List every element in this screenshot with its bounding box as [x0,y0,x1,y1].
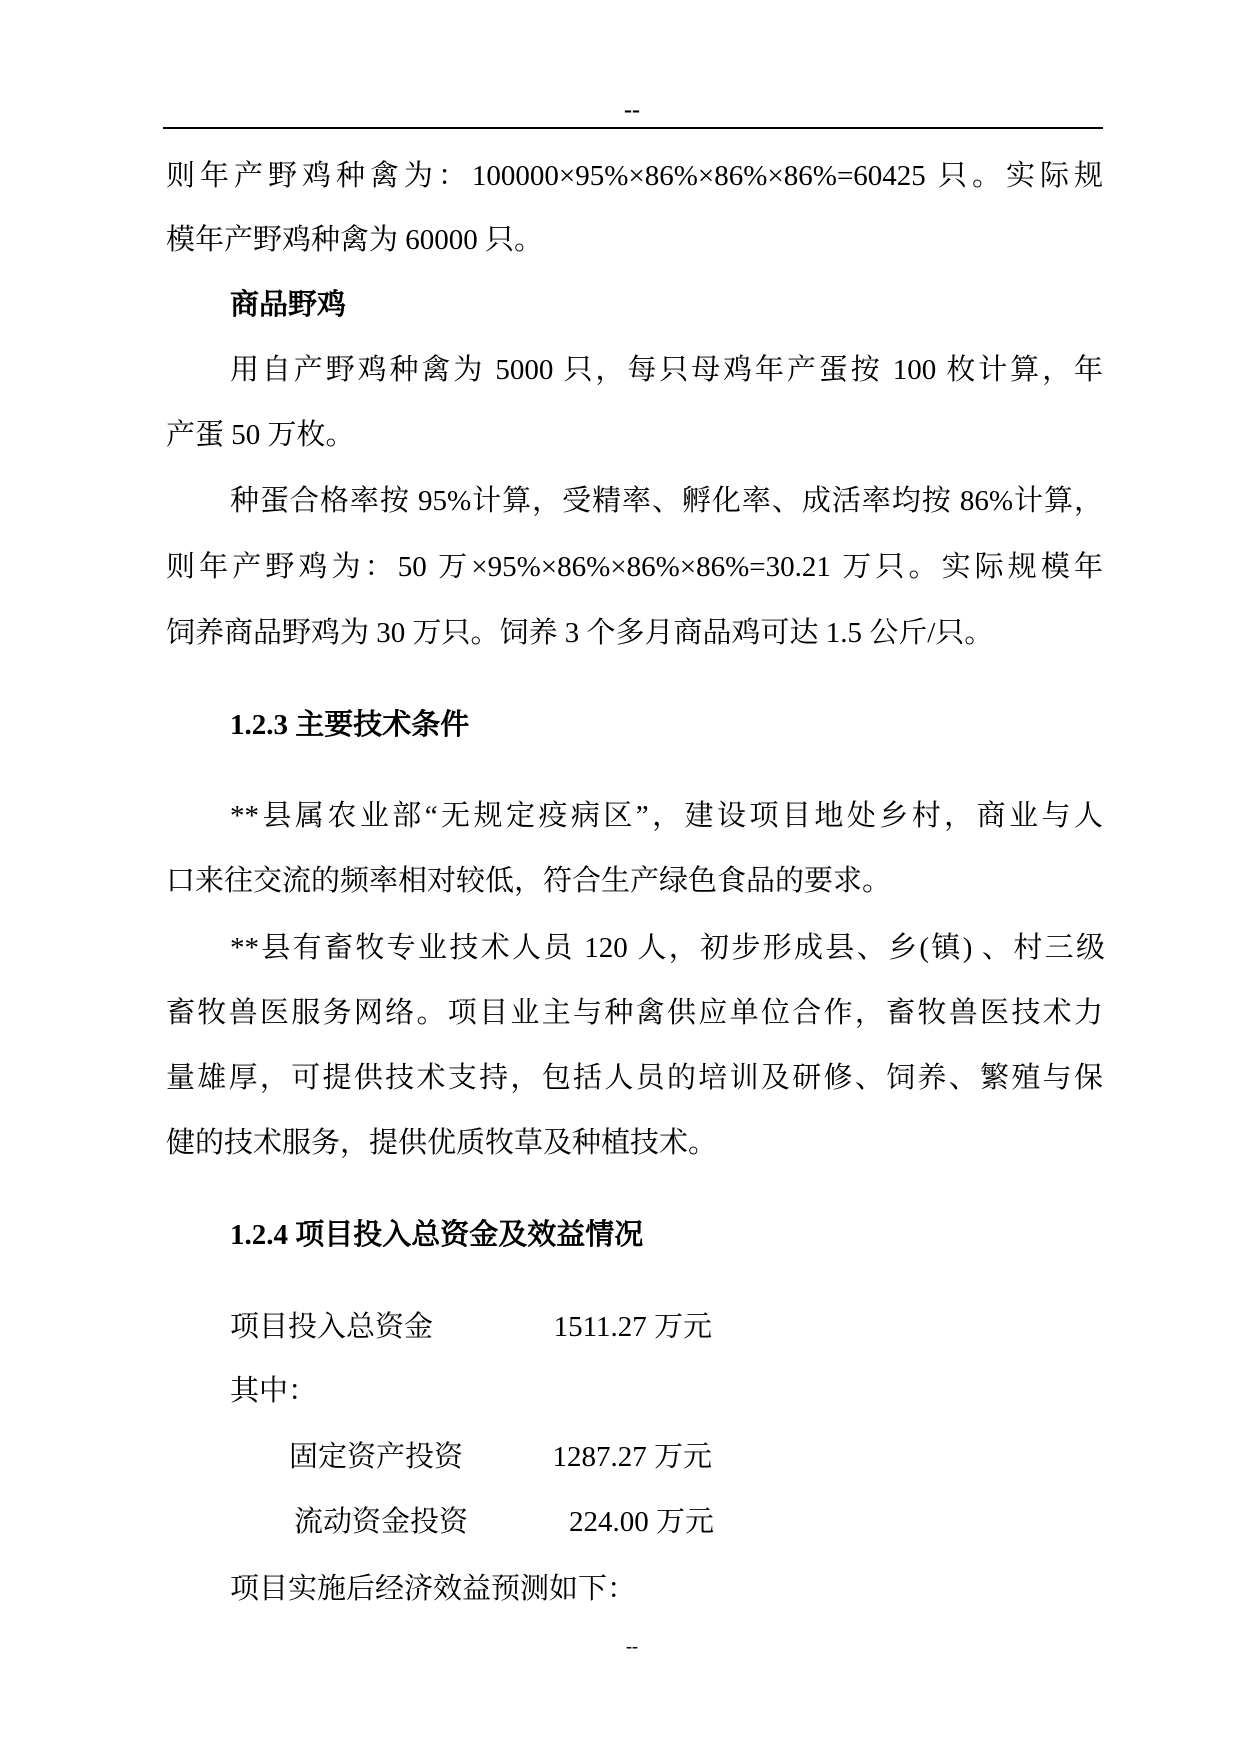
paragraph-line: 则年产野鸡种禽为：100000×95%×86%×86%×86%=60425 只。实际规 [166,160,1103,192]
paragraph-line: **县属农业部“无规定疫病区”，建设项目地处乡村，商业与人 [230,800,1103,832]
closing-line: 项目实施后经济效益预测如下： [230,1573,637,1605]
investment-among-label: 其中： [230,1375,318,1407]
page-header-mark: -- [624,97,640,123]
working-capital-value: 224.00 万元 [568,1506,714,1538]
section-heading: 1.2.3 主要技术条件 [230,709,470,741]
investment-total-label: 项目投入总资金 [230,1311,434,1343]
paragraph-line: **县有畜牧专业技术人员 120 人，初步形成县、乡(镇) 、村三级 [230,932,1105,964]
paragraph-line: 健的技术服务，提供优质牧草及种植技术。 [166,1127,718,1159]
paragraph-line: 种蛋合格率按 95%计算，受精率、孵化率、成活率均按 86%计算， [230,485,1103,517]
page-footer-mark: -- [626,1636,638,1656]
paragraph-line: 则年产野鸡为：50 万×95%×86%×86%×86%=30.21 万只。实际规模年 [166,551,1103,583]
investment-total-value: 1511.27 万元 [553,1311,712,1343]
paragraph-line: 口来往交流的频率相对较低，符合生产绿色食品的要求。 [166,865,892,897]
header-rule [163,127,1103,129]
subsection-heading: 商品野鸡 [230,289,347,321]
paragraph-line: 畜牧兽医服务网络。项目业主与种禽供应单位合作，畜牧兽医技术力 [166,997,1103,1029]
paragraph-line: 用自产野鸡种禽为 5000 只，每只母鸡年产蛋按 100 枚计算，年 [230,354,1103,386]
section-heading: 1.2.4 项目投入总资金及效益情况 [230,1219,644,1251]
fixed-asset-value: 1287.27 万元 [552,1441,712,1473]
paragraph-line: 产蛋 50 万枚。 [166,419,355,451]
paragraph-line: 饲养商品野鸡为 30 万只。饲养 3 个多月商品鸡可达 1.5 公斤/只。 [166,617,994,649]
paragraph-line: 模年产野鸡种禽为 60000 只。 [166,224,544,256]
paragraph-line: 量雄厚，可提供技术支持，包括人员的培训及研修、饲养、繁殖与保 [166,1062,1103,1094]
working-capital-label: 流动资金投资 [294,1506,469,1538]
fixed-asset-label: 固定资产投资 [289,1441,464,1473]
